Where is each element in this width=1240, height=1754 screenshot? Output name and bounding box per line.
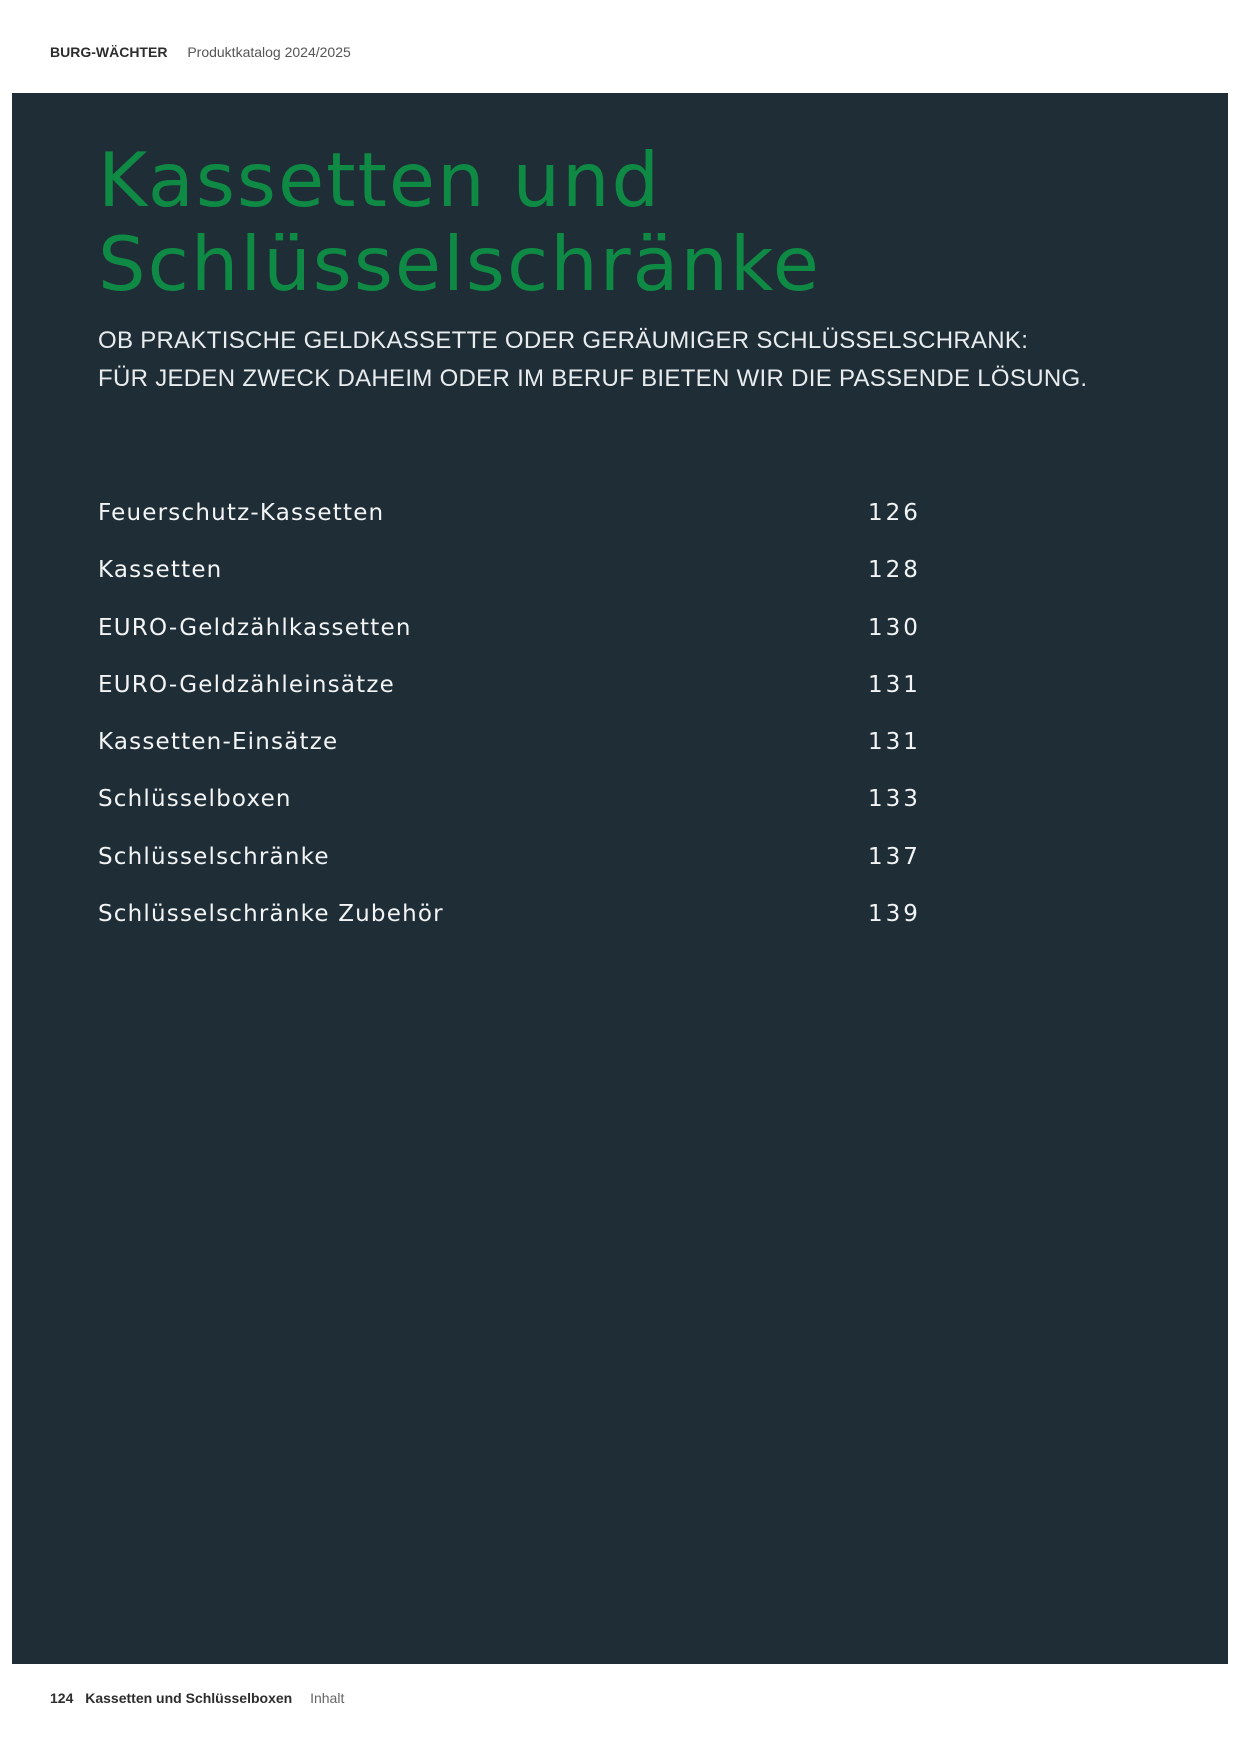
- toc-item[interactable]: [98, 729, 958, 786]
- page-subtitle-line-1: OB PRAKTISCHE GELDKASSETTE ODER GERÄUMIGER SCHLÜSSELSCHRANK:: [98, 327, 1029, 354]
- table-of-contents: [98, 500, 958, 958]
- toc-item-label: Schlüsselschränke: [98, 843, 330, 870]
- toc-item-label: EURO-Geldzähleinsätze: [98, 671, 395, 698]
- toc-item[interactable]: [98, 844, 958, 901]
- toc-item-page: 139: [868, 901, 921, 928]
- toc-item-label: Feuerschutz-Kassetten: [98, 500, 385, 526]
- toc-item-page: 131: [868, 671, 921, 698]
- page-footer: [50, 1690, 344, 1706]
- page-subtitle-line-2: FÜR JEDEN ZWECK DAHEIM ODER IM BERUF BIETEN WIR DIE PASSENDE LÖSUNG.: [98, 365, 1088, 392]
- page-title-line-1: Kassetten und: [98, 136, 662, 224]
- toc-item-page: 128: [868, 557, 921, 584]
- toc-item-label: Schlüsselschränke Zubehör: [98, 901, 444, 928]
- page-header: [50, 44, 351, 60]
- page-title: [98, 138, 821, 306]
- toc-item[interactable]: [98, 786, 958, 843]
- toc-item[interactable]: [98, 901, 958, 958]
- toc-item[interactable]: [98, 672, 958, 729]
- toc-item-page: 126: [868, 500, 921, 526]
- page-title-line-2: Schlüsselschränke: [98, 220, 821, 308]
- toc-item-label: Schlüsselboxen: [98, 786, 292, 813]
- brand-name: BURG-WÄCHTER: [50, 44, 168, 60]
- page-subtitle: [98, 322, 1087, 398]
- toc-item-page: 137: [868, 843, 921, 870]
- catalog-name: Produktkatalog 2024/2025: [187, 44, 351, 60]
- toc-item-label: Kassetten: [98, 557, 223, 584]
- toc-item-page: 131: [868, 729, 921, 756]
- footer-subsection: Inhalt: [310, 1690, 345, 1706]
- toc-item-page: 130: [868, 614, 921, 641]
- toc-item[interactable]: [98, 557, 958, 614]
- footer-page-number: 124: [50, 1690, 74, 1706]
- footer-section: Kassetten und Schlüsselboxen: [85, 1690, 293, 1706]
- toc-item[interactable]: [98, 615, 958, 672]
- toc-item-label: Kassetten-Einsätze: [98, 729, 339, 756]
- toc-item-page: 133: [868, 786, 921, 813]
- toc-item-label: EURO-Geldzählkassetten: [98, 614, 412, 641]
- toc-item[interactable]: [98, 500, 958, 557]
